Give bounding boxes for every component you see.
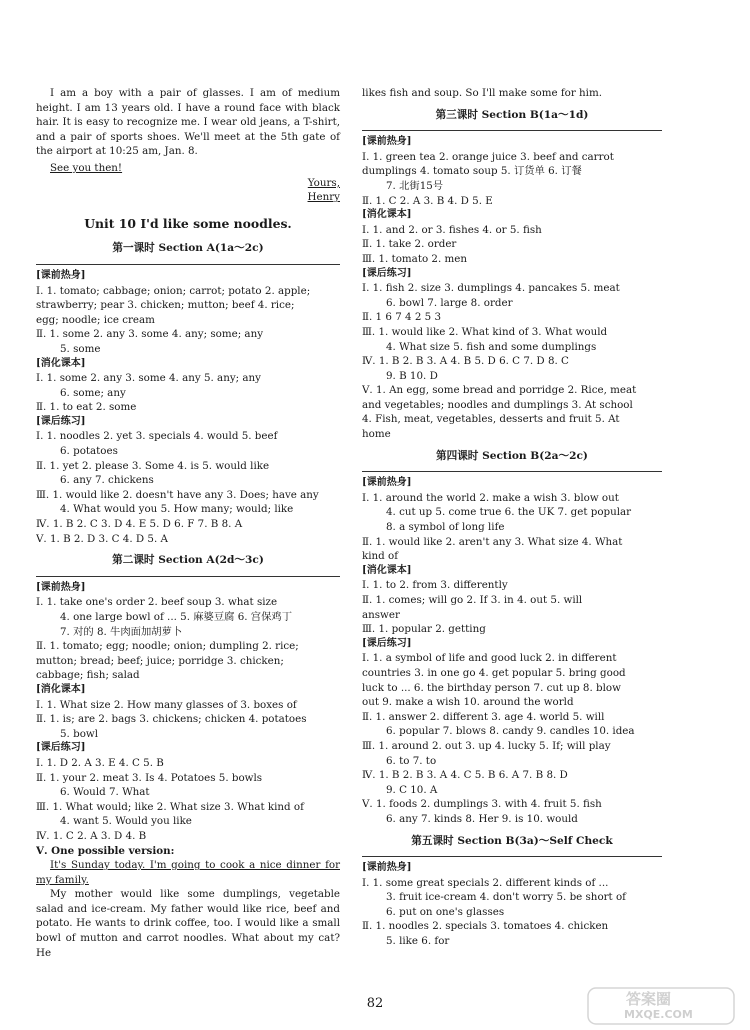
answer-line: 9. C 10. A — [386, 783, 438, 796]
answer-line: 6. Would 7. What — [60, 786, 150, 799]
answer-line: Ⅱ. 1. comes; will go 2. If 3. in 4. out 5. will — [362, 594, 583, 606]
answer-line: strawberry; pear 3. chicken; mutton; beef 4. rice; — [36, 299, 295, 312]
answer-line: Ⅱ. 1. yet 2. please 3. Some 4. is 5. would like — [36, 459, 270, 472]
answer-line: Ⅱ. 1. some 2. any 3. some 4. any; some; any — [36, 328, 264, 341]
answer-line: Ⅰ. 1. some 2. any 3. some 4. any 5. any; any — [36, 372, 261, 385]
right-column — [362, 86, 662, 949]
answer-line: Ⅲ. 1. would like 2. What kind of 3. What would — [362, 325, 608, 338]
page-number: 82 — [366, 996, 384, 1011]
answer-line: 5. like 6. for — [386, 935, 450, 948]
answer-line: Ⅴ. 1. An egg, some bread and porridge 2. Rice, meat — [362, 384, 637, 397]
answer-line: Ⅱ. 1. to eat 2. some — [36, 401, 137, 414]
answer-line: kind of — [362, 550, 399, 563]
answer-line: Ⅳ. 1. B 2. B 3. A 4. C 5. B 6. A 7. B 8. D — [362, 769, 568, 782]
answer-line: Ⅰ. 1. green tea 2. orange juice 3. beef and carrot — [362, 150, 614, 163]
section-header: [消化课本] — [362, 209, 412, 221]
watermark-top: 答案圈 — [626, 990, 672, 1008]
answer-line: 6. potatoes — [60, 445, 118, 458]
answer-line: Ⅱ. 1. noodles 2. specials 3. tomatoes 4. chicken — [362, 920, 609, 933]
section-header: [课前热身] — [362, 136, 412, 148]
letter-body: I am a boy with a pair of glasses. I am of medium height. I am 13 years old. I have a round face with black hair. It is easy to recognize me. I wear old jeans, a T-shirt, and a pair of sports shoes. We'll meet at the 5th gate of the airport at 10:25 am, Jan. 8. — [36, 87, 340, 158]
letter-closing: Yours, — [307, 176, 340, 189]
answer-line: Ⅱ. 1. would like 2. aren't any 3. What size 4. What — [362, 535, 623, 548]
section-header: [消化课本] — [36, 683, 86, 695]
answer-line: 4. Fish, meat, vegetables, desserts and fruit 5. At — [362, 413, 620, 426]
answer-line: Ⅳ. 1. C 2. A 3. D 4. B — [36, 829, 147, 842]
answer-line: Ⅳ. 1. B 2. B 3. A 4. B 5. D 6. C 7. D 8. C — [362, 355, 569, 368]
answer-line: 6. put on one's glasses — [386, 905, 505, 918]
section-header: [课后练习] — [362, 267, 412, 279]
section-header: [课前热身] — [36, 269, 86, 281]
answer-line: countries 3. in one go 4. get popular 5. bring good — [362, 666, 626, 679]
answer-line: 4. cut up 5. come true 6. the UK 7. get popular — [386, 506, 632, 519]
answer-line: and vegetables; noodles and dumplings 3. At school — [362, 398, 633, 411]
answer-line: 4. What size 5. fish and some dumplings — [386, 340, 597, 353]
answer-line: Ⅱ. 1. C 2. A 3. B 4. D 5. E — [362, 194, 493, 207]
answer-line: 6. popular 7. blows 8. candy 9. candles 10. idea — [386, 725, 635, 738]
answer-line: 6. to 7. to — [386, 754, 437, 767]
lesson-1-title: 第一课时 Section A(1a～2c) — [112, 242, 264, 255]
divider — [362, 856, 662, 857]
answer-line: 6. bowl 7. large 8. order — [386, 296, 513, 309]
lesson-5-title: 第五课时 Section B(3a)～Self Check — [411, 834, 613, 847]
section-header: [课后练习] — [36, 415, 86, 427]
answer-line: Ⅰ. 1. around the world 2. make a wish 3. blow out — [362, 491, 619, 504]
answer-line: 5. some — [60, 342, 101, 355]
section-header: [课前热身] — [362, 862, 412, 874]
answer-line: mutton; bread; beef; juice; porridge 3. chicken; — [36, 654, 284, 667]
unit-title: Unit 10 I'd like some noodles. — [84, 215, 292, 231]
answer-line: Ⅱ. 1. your 2. meat 3. Is 4. Potatoes 5. bowls — [36, 771, 263, 784]
section-header: [消化课本] — [36, 357, 86, 369]
answer-line: 3. fruit ice-cream 4. don't worry 5. be short of — [386, 891, 626, 904]
answer-line: Ⅰ. 1. to 2. from 3. differently — [362, 579, 508, 592]
answer-line: Ⅲ. 1. around 2. out 3. up 4. lucky 5. If; will play — [362, 739, 611, 752]
divider — [362, 130, 662, 131]
answer-line: Ⅰ. 1. some great specials 2. different kinds of ... — [362, 876, 609, 889]
divider — [36, 576, 340, 577]
essay-first: It's Sunday today. I'm going to cook a nice dinner for my family. — [36, 859, 340, 886]
answer-line: luck to ... 6. the birthday person 7. cut up 8. blow — [362, 681, 621, 694]
answer-line: Ⅲ. 1. What would; like 2. What size 3. What kind of — [36, 800, 304, 813]
answer-line: 5. bowl — [60, 727, 98, 740]
answer-line: Ⅰ. 1. and 2. or 3. fishes 4. or 5. fish — [362, 223, 542, 236]
answer-line: Ⅱ. 1. tomato; egg; noodle; onion; dumpling 2. rice; — [36, 640, 299, 653]
lesson-3-title: 第三课时 Section B(1a～1d) — [435, 108, 589, 121]
answer-line: Ⅱ. 1. take 2. order — [362, 238, 457, 251]
section-header: [课前热身] — [362, 477, 412, 489]
section-header: [消化课本] — [362, 564, 412, 576]
answer-line: Ⅲ. 1. would like 2. doesn't have any 3. Does; have any — [36, 488, 319, 501]
answer-line: 6. any 7. kinds 8. Her 9. is 10. would — [386, 812, 578, 825]
lesson-2-title: 第二课时 Section A(2d～3c) — [112, 554, 264, 567]
watermark-bottom: MXQE.COM — [624, 1008, 693, 1021]
answer-line: Ⅲ. 1. tomato 2. men — [362, 252, 468, 265]
answer-line: 7. 北街15号 — [386, 179, 444, 192]
answer-line: Ⅱ. 1. answer 2. different 3. age 4. world 5. will — [362, 710, 605, 723]
answer-line: Ⅰ. 1. D 2. A 3. E 4. C 5. B — [36, 756, 164, 769]
section-header: [课前热身] — [36, 581, 86, 593]
answer-line: Ⅴ. 1. foods 2. dumplings 3. with 4. fruit 5. fish — [362, 798, 602, 811]
answer-line: Ⅴ. 1. B 2. D 3. C 4. D 5. A — [36, 532, 168, 545]
answer-line: 9. B 10. D — [386, 369, 438, 382]
lesson-4-title: 第四课时 Section B(2a～2c) — [436, 449, 588, 462]
answer-line: out 9. make a wish 10. around the world — [362, 696, 574, 709]
divider — [36, 264, 340, 265]
section-header: [课后练习] — [362, 637, 412, 649]
answer-line: Ⅱ. 1. is; are 2. bags 3. chickens; chicken 4. potatoes — [36, 713, 307, 726]
version-label: Ⅴ. One possible version: — [36, 844, 175, 857]
answer-line: answer — [362, 608, 400, 621]
answer-line: 4. What would you 5. How many; would; like — [60, 503, 294, 516]
answer-line: 8. a symbol of long life — [386, 521, 505, 534]
section-header: [课后练习] — [36, 742, 86, 754]
answer-line: dumplings 4. tomato soup 5. 订货单 6. 订餐 — [362, 165, 582, 178]
essay-body: My mother would like some dumplings, vegetable salad and ice-cream. My father would like rice, beef and potato. He wants to drink coffee, too. I would like a small bowl of mutton and carrot noodles. What about my cat? He — [36, 888, 340, 959]
essay-continued: likes fish and soup. So I'll make some for him. — [362, 87, 602, 99]
left-column — [36, 86, 340, 960]
answer-line: 6. any 7. chickens — [60, 474, 154, 487]
answer-line: Ⅰ. 1. a symbol of life and good luck 2. in different — [362, 652, 617, 665]
answer-line: Ⅰ. 1. take one's order 2. beef soup 3. what size — [36, 596, 278, 609]
answer-line: Ⅱ. 1 6 7 4 2 5 3 — [362, 311, 442, 324]
answer-line: Ⅰ. 1. fish 2. size 3. dumplings 4. pancakes 5. meat — [362, 282, 620, 295]
answer-line: 6. some; any — [60, 386, 126, 399]
answer-line: Ⅲ. 1. popular 2. getting — [362, 623, 486, 636]
letter-name: Henry — [307, 191, 340, 204]
answer-line: 7. 对的 8. 牛肉面加胡萝卜 — [60, 625, 183, 638]
answer-line: Ⅰ. 1. noodles 2. yet 3. specials 4. would 5. beef — [36, 430, 278, 443]
letter-signoff: See you then! — [50, 161, 123, 174]
answer-line: 4. one large bowl of ... 5. 麻婆豆腐 6. 宫保鸡丁 — [60, 611, 292, 623]
answer-line: Ⅰ. 1. What size 2. How many glasses of 3. boxes of — [36, 698, 297, 711]
watermark-logo — [586, 986, 736, 1026]
divider — [362, 471, 662, 472]
answer-line: 4. want 5. Would you like — [60, 815, 192, 828]
answer-line: Ⅳ. 1. B 2. C 3. D 4. E 5. D 6. F 7. B 8. A — [36, 518, 243, 531]
answer-line: Ⅰ. 1. tomato; cabbage; onion; carrot; potato 2. apple; — [36, 284, 311, 297]
answer-line: home — [362, 428, 391, 441]
answer-line: cabbage; fish; salad — [36, 669, 140, 682]
answer-line: egg; noodle; ice cream — [36, 313, 155, 326]
